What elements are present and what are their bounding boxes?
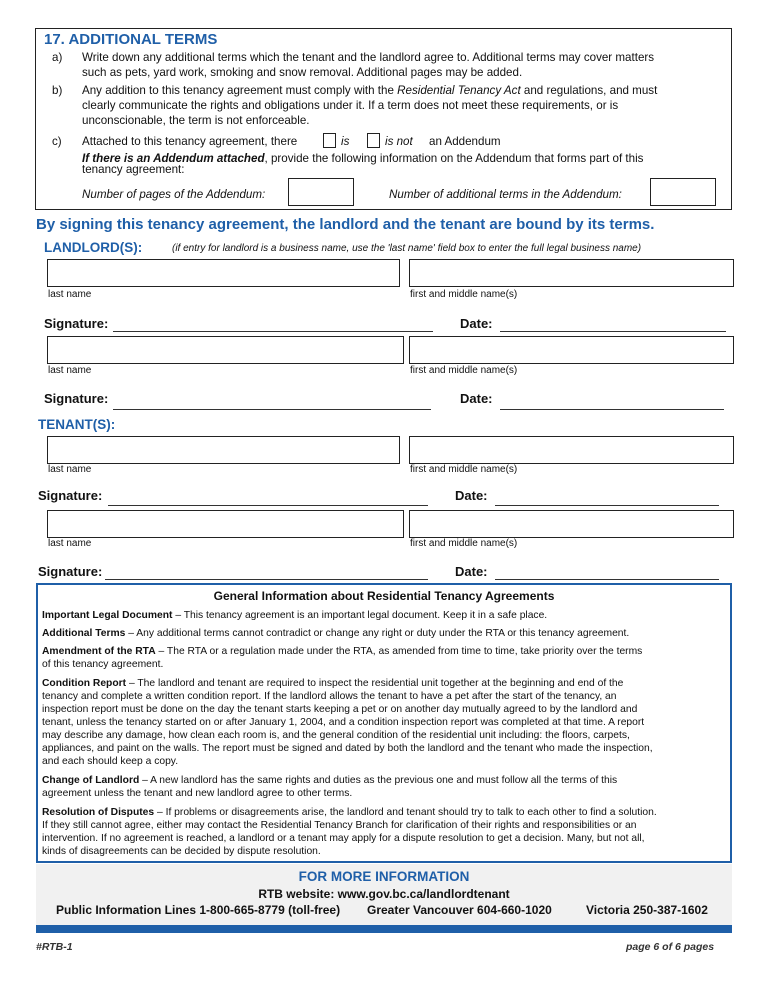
addendum-is-checkbox[interactable] [323,133,336,148]
tenant1-date-line[interactable] [495,505,719,506]
item-c-text: Attached to this tenancy agreement, there [82,135,298,148]
landlord1-first-name-field[interactable] [409,259,734,287]
landlord1-last-name-field[interactable] [47,259,400,287]
signature-label: Signature: [44,391,109,406]
additional-terms-section [35,28,732,210]
landlord1-date-line[interactable] [500,331,726,332]
addendum-is-label: is [341,135,350,148]
item-c-prefix: c) [52,135,62,148]
item-b-line3: unconscionable, the term is not enforceable. [82,114,310,127]
page-number: page 6 of 6 pages [626,941,715,953]
signature-label: Signature: [44,316,109,331]
landlord2-last-name-field[interactable] [47,336,404,364]
first-middle-label: first and middle name(s) [410,538,518,549]
tenant1-last-name-field[interactable] [47,436,400,464]
addendum-terms-field[interactable] [650,178,716,206]
date-label: Date: [455,488,488,503]
vancouver-phone: Greater Vancouver 604-660-1020 [367,903,552,917]
general-information-box [36,583,732,863]
last-name-label: last name [48,464,92,475]
item-a-line1: Write down any additional terms which the tenant and the landlord agree to. Additional terms may cover matters [82,51,655,64]
landlord2-first-name-field[interactable] [409,336,734,364]
landlord1-signature-line[interactable] [113,331,433,332]
info-additional-terms: Additional Terms – Any additional terms cannot contradict or change any right or duty under the RTA or this tenancy agreement. [42,628,630,639]
addendum-isnot-label: is not [385,135,413,148]
footer-accent-bar [36,925,732,933]
terms-label: Number of additional terms in the Addendum: [389,188,622,201]
addendum-isnot-checkbox[interactable] [367,133,380,148]
rtb-website: RTB website: www.gov.bc.ca/landlordtenant [258,887,510,901]
first-middle-label: first and middle name(s) [410,365,518,376]
last-name-label: last name [48,365,92,376]
addendum-instruction-line2: tenancy agreement: [82,163,185,176]
form-id: #RTB-1 [36,941,73,953]
tenant2-signature-line[interactable] [105,579,428,580]
date-label: Date: [455,564,488,579]
more-information-panel [36,864,732,926]
landlords-note: (if entry for landlord is a business name, use the 'last name' field box to enter the full legal business name) [172,243,642,254]
addendum-instruction: If there is an Addendum attached, provide the following information on the Addendum that forms part of this [82,152,644,165]
public-info-phone: Public Information Lines 1-800-665-8779 (toll-free) [56,903,341,917]
item-a-prefix: a) [52,51,63,64]
addendum-label: an Addendum [429,135,501,148]
info-amendment-rta: Amendment of the RTA – The RTA or a regulation made under the RTA, as amended from time to time, take priority over the terms of this tenancy agreement. [42,646,643,670]
tenants-heading: TENANT(S): [38,417,116,432]
victoria-phone: Victoria 250-387-1602 [586,903,708,917]
tenant2-date-line[interactable] [495,579,719,580]
info-resolution-of-disputes: Resolution of Disputes – If problems or disagreements arise, the landlord and tenant should try to talk to each other to find a solution. If they still cannot agree, either may contact the Residential Tenancy Branch for clarification of their rights and responsibilities or an intervention. If no agreement is reached, a landlord or a tenant may apply for a dispute resolution to get a decision. Many, but not all, kinds of disagreements can be decided by dispute resolution. [42,807,657,857]
last-name-label: last name [48,289,92,300]
first-middle-label: first and middle name(s) [410,289,518,300]
tenant1-signature-line[interactable] [108,505,428,506]
signature-label: Signature: [38,488,103,503]
date-label: Date: [460,316,493,331]
section-title: 17. ADDITIONAL TERMS [44,31,218,48]
last-name-label: last name [48,538,92,549]
act-name: Residential Tenancy Act [397,84,521,97]
more-info-title: FOR MORE INFORMATION [298,869,470,884]
item-b-prefix: b) [52,84,63,97]
info-important-legal-document: Important Legal Document – This tenancy agreement is an important legal document. Keep it in a safe place. [42,610,548,621]
landlord2-date-line[interactable] [500,409,724,410]
info-condition-report: Condition Report – The landlord and tenant are required to inspect the residential unit together at the beginning and end of the tenancy and complete a written condition report. If the landlord allows the tenant to have a pet after the start of the tenancy, an inspection report must be done on the day the tenant starts keeping a pet or on another day mutually agreed to by the landlord and tenant, unless the tenancy started on or after January 1, 2004, and a condition inspection report was completed at that time. A report may describe any damage, how clean each room is, and the general condition of the residential unit including: the floors, carpets, appliances, and paint on the walls. The report must be signed and dated by both the landlord and the tenant who made the inspection, and each should keep a copy. [42,678,653,767]
landlords-heading: LANDLORD(S): [44,240,143,255]
binding-statement: By signing this tenancy agreement, the landlord and the tenant are bound by its terms. [36,216,655,233]
item-a-line2: such as pets, yard work, smoking and snow removal. Additional pages may be added. [82,66,523,79]
tenant2-first-name-field[interactable] [409,510,734,538]
general-info-title: General Information about Residential Tenancy Agreements [213,589,555,603]
signature-label: Signature: [38,564,103,579]
tenant1-first-name-field[interactable] [409,436,734,464]
pages-label: Number of pages of the Addendum: [82,188,266,201]
addendum-pages-field[interactable] [288,178,354,206]
landlord2-signature-line[interactable] [113,409,431,410]
info-change-of-landlord: Change of Landlord – A new landlord has the same rights and duties as the previous one and must follow all the terms of this agreement unless the tenant and new landlord agree to other terms. [42,775,618,799]
date-label: Date: [460,391,493,406]
item-b-line1: Any addition to this tenancy agreement must comply with the Residential Tenancy Act and regulations, and must [82,84,658,97]
first-middle-label: first and middle name(s) [410,464,518,475]
tenant2-last-name-field[interactable] [47,510,404,538]
item-b-line2: clearly communicate the rights and obligations under it. If a term does not meet these requirements, or is [82,99,619,112]
